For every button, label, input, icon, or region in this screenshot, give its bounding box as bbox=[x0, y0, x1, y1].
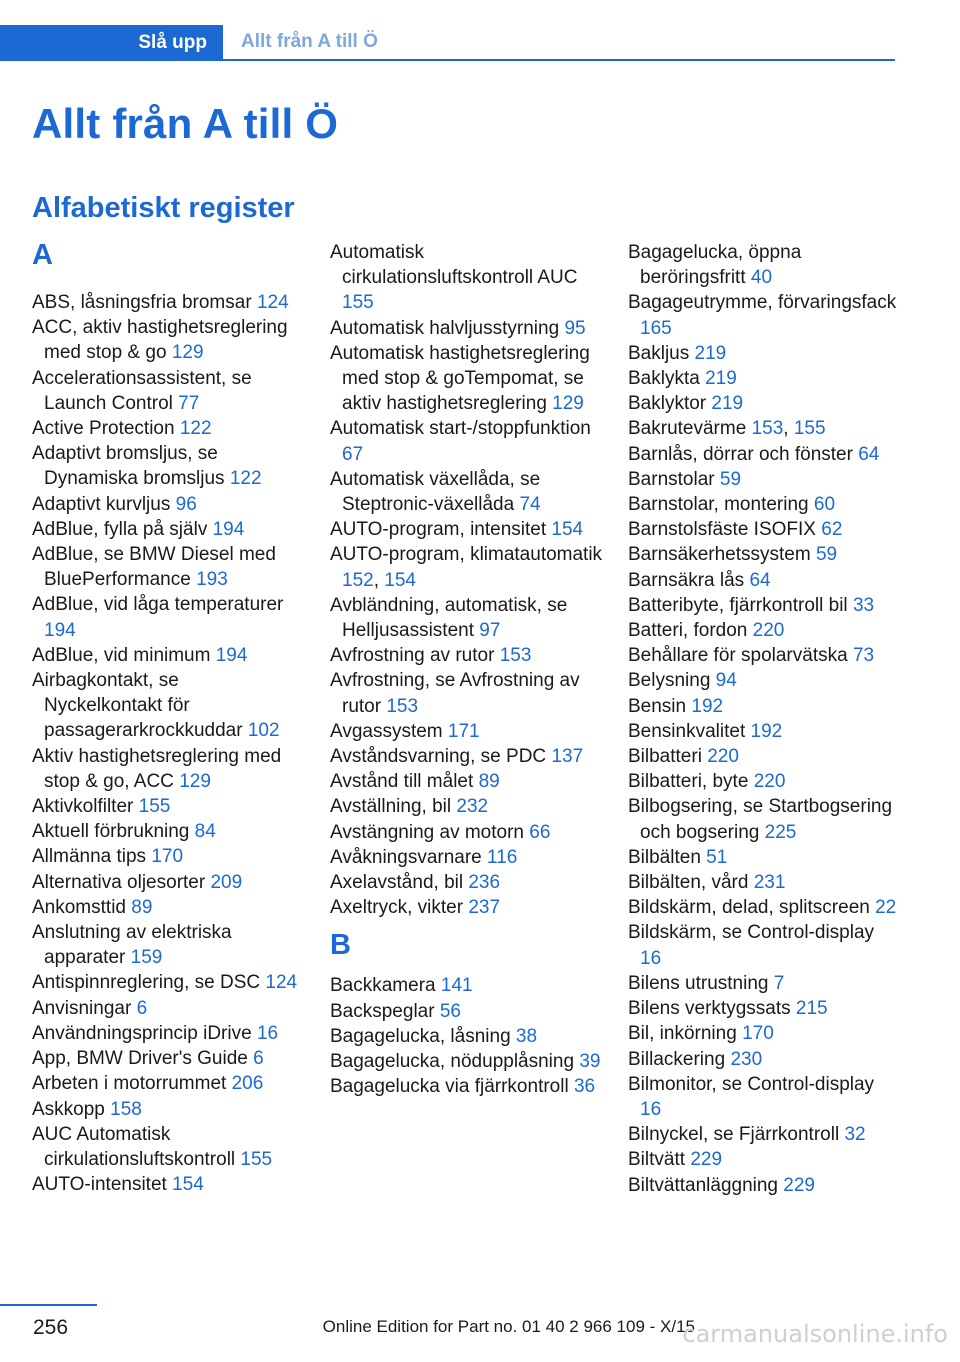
index-entry-text: Billackering bbox=[628, 1048, 726, 1070]
index-entry bbox=[330, 593, 605, 643]
page-reference-link[interactable]: 67 bbox=[342, 443, 364, 465]
index-entry bbox=[330, 643, 605, 668]
index-entry bbox=[330, 316, 605, 341]
index-entry-text: AUC Automatisk cirkulationsluftskontroll bbox=[32, 1123, 236, 1170]
page-reference-link[interactable]: 33 bbox=[852, 594, 875, 616]
page-reference-link[interactable]: 225 bbox=[764, 821, 797, 843]
index-entry bbox=[330, 668, 605, 718]
watermark: carmanualsonline.info bbox=[682, 1320, 948, 1348]
page-reference-link[interactable]: 155 bbox=[240, 1148, 273, 1170]
index-entry-text: Antispinnreglering, se DSC bbox=[32, 972, 261, 994]
index-entry-text: Avfrostning av rutor bbox=[330, 645, 495, 667]
index-entry-text: Bilbogsering, se Startbogsering och bogsering bbox=[628, 796, 893, 843]
index-entry-text: Bil, inkörning bbox=[628, 1023, 737, 1045]
index-entry-text: Barnstolsfäste ISOFIX bbox=[628, 519, 816, 541]
index-entry-text: Barnstolar, montering bbox=[628, 494, 809, 516]
page-reference-link[interactable]: 102 bbox=[247, 720, 280, 742]
index-entry-text: Bilens utrustning bbox=[628, 972, 769, 994]
index-entry bbox=[32, 844, 302, 869]
index-entry-text: Backkamera bbox=[330, 975, 436, 997]
index-entry-text: Ankomsttid bbox=[32, 896, 126, 918]
index-entry bbox=[628, 870, 898, 895]
page-reference-link[interactable]: 220 bbox=[707, 746, 739, 768]
page-reference-link[interactable]: 39 bbox=[579, 1051, 601, 1073]
index-entry-text: Avbländning, automatisk, se Helljusassistent bbox=[330, 594, 568, 642]
page-reference-link[interactable]: 129 bbox=[552, 393, 584, 415]
index-entry bbox=[628, 1072, 898, 1122]
page-reference-link[interactable]: 170 bbox=[151, 846, 184, 868]
index-entry-text: AdBlue, vid låga temperaturer bbox=[32, 594, 284, 616]
page-reference-link[interactable]: 62 bbox=[821, 519, 843, 541]
index-entry-text: Bensin bbox=[628, 695, 687, 717]
page-reference-link[interactable]: 40 bbox=[750, 267, 773, 289]
page-reference-link[interactable]: 194 bbox=[44, 619, 76, 641]
index-entry-text: Barnlås, dörrar och fönster bbox=[628, 443, 853, 465]
index-entry bbox=[330, 769, 605, 794]
page-title: Allt från A till Ö bbox=[32, 100, 339, 147]
index-entry bbox=[628, 341, 898, 366]
page-separator: , bbox=[373, 569, 379, 591]
index-entry-text: AdBlue, fylla på själv bbox=[32, 518, 208, 540]
index-entry bbox=[628, 1047, 898, 1072]
index-entry-text: Bilnyckel, se Fjärrkontroll bbox=[628, 1124, 840, 1146]
index-entry-text: Avstånd till målet bbox=[330, 771, 474, 793]
index-entry bbox=[330, 542, 605, 592]
index-entry-text: Batteri, fordon bbox=[628, 620, 748, 642]
page-reference-link[interactable]: 84 bbox=[194, 821, 216, 843]
index-entry bbox=[32, 492, 302, 517]
page-reference-link[interactable]: 124 bbox=[256, 292, 289, 313]
index-entry-text: Baklyktor bbox=[628, 393, 707, 415]
index-entry bbox=[330, 719, 605, 744]
page-reference-link[interactable]: 153 bbox=[386, 695, 419, 717]
index-entry-text: Bagagelucka, låsning bbox=[330, 1025, 511, 1047]
page-reference-link[interactable]: 16 bbox=[640, 1098, 662, 1120]
index-entry bbox=[330, 467, 605, 517]
page-reference-link[interactable]: 236 bbox=[468, 872, 501, 894]
index-entry-text: Barnsäkra lås bbox=[628, 569, 745, 591]
index-entry-text: Adaptivt bromsljus, se Dynamiska bromsljus bbox=[32, 443, 225, 490]
page-reference-link[interactable]: 73 bbox=[852, 645, 875, 667]
page-reference-link[interactable]: 32 bbox=[844, 1124, 866, 1146]
page-reference-link[interactable]: 194 bbox=[212, 518, 245, 540]
index-entry bbox=[628, 542, 898, 567]
index-entry-text: Bilbatteri bbox=[628, 746, 702, 768]
index-entry-text: Barnstolar bbox=[628, 468, 715, 490]
page-reference-link[interactable]: 77 bbox=[178, 392, 200, 414]
page-reference-link[interactable]: 154 bbox=[551, 519, 584, 541]
index-entry bbox=[330, 794, 605, 819]
index-entry-text: Baklykta bbox=[628, 368, 700, 390]
index-entry-text: Aktivkolfilter bbox=[32, 796, 134, 818]
page-reference-link[interactable]: 89 bbox=[478, 771, 500, 793]
index-entry-text: App, BMW Driver's Guide bbox=[32, 1048, 248, 1070]
page-reference-link[interactable]: 59 bbox=[719, 468, 742, 490]
index-entry bbox=[628, 769, 898, 794]
index-entry-text: Avstängning av motorn bbox=[330, 821, 524, 843]
index-entry-text: Accelerationsassistent, se Launch Control bbox=[32, 367, 252, 414]
page-reference-link[interactable]: 219 bbox=[705, 368, 737, 390]
index-entry bbox=[628, 744, 898, 769]
page-reference-link[interactable]: 22 bbox=[875, 897, 897, 919]
index-entry-text: Bagagelucka via fjärrkontroll bbox=[330, 1076, 569, 1098]
page-reference-link[interactable]: 56 bbox=[439, 1000, 461, 1022]
index-entry bbox=[330, 416, 605, 466]
index-entry bbox=[32, 819, 302, 844]
index-entry bbox=[32, 744, 302, 794]
index-entry-text: Backspeglar bbox=[330, 1000, 435, 1022]
index-entry bbox=[628, 668, 898, 693]
page-reference-link[interactable]: 219 bbox=[711, 393, 744, 415]
page-reference-link[interactable]: 171 bbox=[447, 720, 480, 742]
page-number: 256 bbox=[33, 1316, 69, 1339]
index-entry-text: Användningsprincip iDrive bbox=[32, 1022, 252, 1044]
index-entry bbox=[628, 794, 898, 844]
page-reference-link[interactable]: 206 bbox=[231, 1073, 264, 1095]
page-reference-link[interactable]: 158 bbox=[110, 1098, 142, 1120]
section-title: Alfabetiskt register bbox=[32, 192, 295, 224]
page-reference-link[interactable]: 231 bbox=[753, 872, 786, 894]
page-reference-link[interactable]: 74 bbox=[519, 494, 541, 516]
page-reference-link[interactable]: 155 bbox=[138, 796, 171, 818]
index-entry-text: Anslutning av elektriska apparater bbox=[32, 922, 232, 969]
page-reference-link[interactable]: 220 bbox=[753, 771, 786, 793]
index-letter-heading: A bbox=[32, 239, 53, 271]
page-reference-link[interactable]: 16 bbox=[640, 947, 662, 969]
index-entry bbox=[330, 517, 605, 542]
index-entry bbox=[330, 341, 605, 417]
index-entry-text: Aktuell förbrukning bbox=[32, 821, 190, 843]
index-entry bbox=[330, 973, 605, 998]
index-entry bbox=[32, 996, 302, 1021]
page-reference-link[interactable]: 95 bbox=[564, 317, 586, 339]
index-entry bbox=[32, 1046, 302, 1071]
index-entry-text: AUTO-program, intensitet bbox=[330, 519, 547, 541]
index-entry-text: Bildskärm, se Control-display bbox=[628, 922, 875, 944]
index-entry bbox=[628, 996, 898, 1021]
index-entry-text: Askkopp bbox=[32, 1098, 105, 1120]
index-entry-text: Biltvätt bbox=[628, 1149, 686, 1171]
page-reference-link[interactable]: 89 bbox=[131, 896, 153, 918]
page-separator: , bbox=[783, 418, 789, 440]
index-entry bbox=[32, 290, 302, 315]
footer-rule bbox=[0, 1304, 97, 1306]
page-reference-link[interactable]: 59 bbox=[815, 544, 838, 566]
page-reference-link[interactable]: 155 bbox=[793, 418, 826, 440]
index-entry bbox=[628, 1173, 898, 1198]
index-entry-text: Avfrostning, se Avfrostning av rutor bbox=[330, 670, 580, 717]
index-entry-text: ABS, låsningsfria bromsar bbox=[32, 292, 252, 313]
index-column-2 bbox=[330, 240, 605, 1100]
page-reference-link[interactable]: 154 bbox=[172, 1174, 204, 1196]
index-entry bbox=[32, 542, 302, 592]
index-entry bbox=[32, 1071, 302, 1096]
index-entry bbox=[628, 920, 898, 970]
index-entry bbox=[628, 1147, 898, 1172]
index-entry-text: Adaptivt kurvljus bbox=[32, 493, 171, 515]
page-reference-link[interactable]: 194 bbox=[215, 644, 248, 666]
index-entry bbox=[330, 744, 605, 769]
page-reference-link[interactable]: 96 bbox=[175, 493, 197, 515]
index-entry bbox=[628, 719, 898, 744]
tab-sla-upp[interactable]: Slå upp bbox=[0, 25, 223, 61]
index-entry-text: Allmänna tips bbox=[32, 846, 147, 868]
page-reference-link[interactable]: 159 bbox=[130, 947, 163, 969]
page-reference-link[interactable]: 141 bbox=[440, 975, 473, 997]
index-entry bbox=[32, 1021, 302, 1046]
index-entry-text: Biltvättanläggning bbox=[628, 1174, 778, 1196]
index-entry-text: Barnsäkerhetssystem bbox=[628, 544, 811, 566]
index-entry-text: Arbeten i motorrummet bbox=[32, 1073, 227, 1095]
page-reference-link[interactable]: 66 bbox=[529, 821, 551, 843]
index-column-3 bbox=[628, 240, 898, 1198]
index-entry-text: Axeltryck, vikter bbox=[330, 897, 464, 919]
index-entry bbox=[628, 593, 898, 618]
index-entry-text: AdBlue, se BMW Diesel med BluePerformance bbox=[32, 544, 276, 591]
index-entry bbox=[628, 467, 898, 492]
index-entry-text: Automatisk växellåda, se Steptronic-växellåda bbox=[330, 468, 541, 516]
page-reference-link[interactable]: 16 bbox=[256, 1022, 279, 1044]
index-entry bbox=[628, 618, 898, 643]
index-entry bbox=[32, 870, 302, 895]
index-entry-text: Automatisk cirkulationsluftskontroll AUC bbox=[330, 242, 578, 289]
index-entry bbox=[32, 1097, 302, 1122]
index-entry bbox=[32, 1172, 302, 1197]
page-reference-link[interactable]: 124 bbox=[265, 972, 298, 994]
index-entry-text: Bilbälten bbox=[628, 846, 701, 868]
index-entry bbox=[32, 592, 302, 642]
page-reference-link[interactable]: 51 bbox=[706, 846, 728, 868]
index-entry-text: Anvisningar bbox=[32, 997, 132, 1019]
index-entry-text: AdBlue, vid minimum bbox=[32, 644, 211, 666]
index-entry-text: Bagagelucka, nödupplåsning bbox=[330, 1051, 575, 1073]
page-reference-link[interactable]: 153 bbox=[751, 418, 784, 440]
page-reference-link[interactable]: 215 bbox=[795, 998, 828, 1020]
index-entry-text: Airbagkontakt, se Nyckelkontakt för passagerarkrockkuddar bbox=[32, 670, 243, 742]
index-entry-text: Bensinkvalitet bbox=[628, 720, 746, 742]
index-entry bbox=[330, 1024, 605, 1049]
page-reference-link[interactable]: 209 bbox=[210, 871, 243, 893]
index-entry-text: Bilens verktygssats bbox=[628, 998, 791, 1020]
index-entry-text: Avställning, bil bbox=[330, 796, 452, 818]
page-reference-link[interactable]: 170 bbox=[742, 1023, 774, 1045]
index-entry-text: Avåkningsvarnare bbox=[330, 846, 482, 868]
index-entry bbox=[628, 517, 898, 542]
index-entry-text: Aktiv hastighetsreglering med stop & go, ACC bbox=[32, 745, 282, 792]
index-entry-text: Avgassystem bbox=[330, 720, 443, 742]
index-entry bbox=[32, 794, 302, 819]
index-entry-text: Bilbälten, vård bbox=[628, 872, 749, 894]
index-entry bbox=[628, 391, 898, 416]
index-entry bbox=[628, 643, 898, 668]
page-reference-link[interactable]: 192 bbox=[750, 720, 783, 742]
index-column-1 bbox=[32, 240, 302, 1197]
index-entry-text: Alternativa oljesorter bbox=[32, 871, 206, 893]
page-reference-link[interactable]: 192 bbox=[691, 695, 724, 717]
index-entry bbox=[330, 870, 605, 895]
index-entry bbox=[330, 999, 605, 1024]
index-entry-text: Automatisk hastighetsreglering med stop & goTempomat, se aktiv hastighetsreglering bbox=[330, 342, 590, 415]
page-reference-link[interactable]: 94 bbox=[715, 670, 737, 692]
page-reference-link[interactable]: 64 bbox=[749, 569, 771, 591]
index-entry bbox=[628, 366, 898, 391]
index-entry bbox=[628, 845, 898, 870]
index-entry-text: Avståndsvarning, se PDC bbox=[330, 746, 547, 768]
index-entry bbox=[628, 568, 898, 593]
index-entry bbox=[32, 517, 302, 542]
index-entry bbox=[32, 643, 302, 668]
index-entry bbox=[32, 668, 302, 744]
tab-allt-fran-a-till-o[interactable]: Allt från A till Ö bbox=[223, 25, 895, 61]
page-reference-link[interactable]: 165 bbox=[640, 317, 672, 339]
page-reference-link[interactable]: 219 bbox=[694, 342, 727, 364]
page-reference-link[interactable]: 137 bbox=[551, 746, 584, 768]
page-reference-link[interactable]: 229 bbox=[690, 1149, 723, 1171]
page-reference-link[interactable]: 122 bbox=[229, 468, 262, 490]
index-entry bbox=[32, 895, 302, 920]
page-reference-link[interactable]: 97 bbox=[479, 620, 501, 642]
index-entry-text: Automatisk halvljusstyrning bbox=[330, 317, 560, 339]
page-reference-link[interactable]: 155 bbox=[342, 292, 374, 314]
index-entry-text: Bagagelucka, öppna beröringsfritt bbox=[628, 242, 802, 289]
index-entry-text: Bakrutevärme bbox=[628, 418, 747, 440]
page-reference-link[interactable]: 237 bbox=[468, 897, 501, 919]
page-reference-link[interactable]: 232 bbox=[456, 796, 489, 818]
page-reference-link[interactable]: 220 bbox=[752, 620, 785, 642]
index-entry bbox=[32, 441, 302, 491]
index-entry-text: Automatisk start-/stoppfunktion bbox=[330, 418, 591, 440]
index-entry bbox=[628, 895, 898, 920]
index-entry bbox=[628, 1122, 898, 1147]
index-entry-text: ACC, aktiv hastighetsreglering med stop & go bbox=[32, 317, 288, 364]
index-entry bbox=[330, 820, 605, 845]
page-reference-link[interactable]: 193 bbox=[196, 569, 228, 591]
index-entry bbox=[628, 290, 898, 340]
index-entry-text: Belysning bbox=[628, 670, 711, 692]
index-entry-text: Bagageutrymme, förvaringsfack bbox=[628, 292, 897, 314]
page-reference-link[interactable]: 153 bbox=[499, 645, 532, 667]
page-reference-link[interactable]: 7 bbox=[773, 972, 785, 994]
page-reference-link[interactable]: 60 bbox=[813, 494, 836, 516]
edition-note: Online Edition for Part no. 01 40 2 966 109 - X/15 bbox=[322, 1317, 695, 1336]
page-reference-link[interactable]: 122 bbox=[179, 418, 212, 440]
index-entry bbox=[330, 1074, 605, 1099]
page-reference-link[interactable]: 6 bbox=[136, 997, 148, 1019]
index-entry bbox=[330, 1049, 605, 1074]
index-entry bbox=[628, 971, 898, 996]
index-entry bbox=[32, 970, 302, 995]
page-reference-link[interactable]: 6 bbox=[253, 1048, 264, 1070]
index-entry-text: AUTO-program, klimatautomatik bbox=[330, 544, 603, 566]
index-entry-text: Active Protection bbox=[32, 418, 175, 440]
page-reference-link[interactable]: 129 bbox=[171, 342, 204, 364]
index-entry-text: AUTO-intensitet bbox=[32, 1174, 167, 1196]
index-entry bbox=[32, 416, 302, 441]
index-entry-text: Batteribyte, fjärrkontroll bil bbox=[628, 594, 848, 616]
page-reference-link[interactable]: 229 bbox=[783, 1174, 815, 1196]
page-reference-link[interactable]: 38 bbox=[515, 1025, 538, 1047]
index-entry bbox=[32, 920, 302, 970]
index-entry bbox=[628, 442, 898, 467]
index-entry-text: Axelavstånd, bil bbox=[330, 872, 464, 894]
index-entry bbox=[32, 315, 302, 365]
index-entry bbox=[628, 1021, 898, 1046]
index-entry bbox=[330, 895, 605, 920]
index-entry-text: Bildskärm, delad, splitscreen bbox=[628, 897, 870, 919]
index-entry bbox=[32, 1122, 302, 1172]
page-reference-link[interactable]: 154 bbox=[384, 569, 416, 591]
index-entry-text: Bilmonitor, se Control-display bbox=[628, 1073, 875, 1095]
page-reference-link[interactable]: 116 bbox=[487, 846, 518, 868]
page-reference-link[interactable]: 152 bbox=[342, 569, 374, 591]
page-reference-link[interactable]: 64 bbox=[858, 443, 880, 465]
page-reference-link[interactable]: 129 bbox=[179, 770, 211, 792]
index-entry bbox=[628, 240, 898, 290]
page-reference-link[interactable]: 230 bbox=[730, 1048, 763, 1070]
index-entry bbox=[628, 416, 898, 441]
index-entry bbox=[628, 694, 898, 719]
index-entry bbox=[330, 240, 605, 316]
index-entry bbox=[628, 492, 898, 517]
index-letter-heading: B bbox=[330, 929, 351, 962]
index-entry bbox=[330, 845, 605, 870]
index-entry-text: Behållare för spolarvätska bbox=[628, 645, 848, 667]
page-reference-link[interactable]: 36 bbox=[573, 1076, 596, 1098]
index-entry bbox=[32, 366, 302, 416]
index-entry-text: Bakljus bbox=[628, 342, 690, 364]
top-navigation-bar bbox=[0, 25, 895, 61]
index-entry-text: Bilbatteri, byte bbox=[628, 771, 749, 793]
